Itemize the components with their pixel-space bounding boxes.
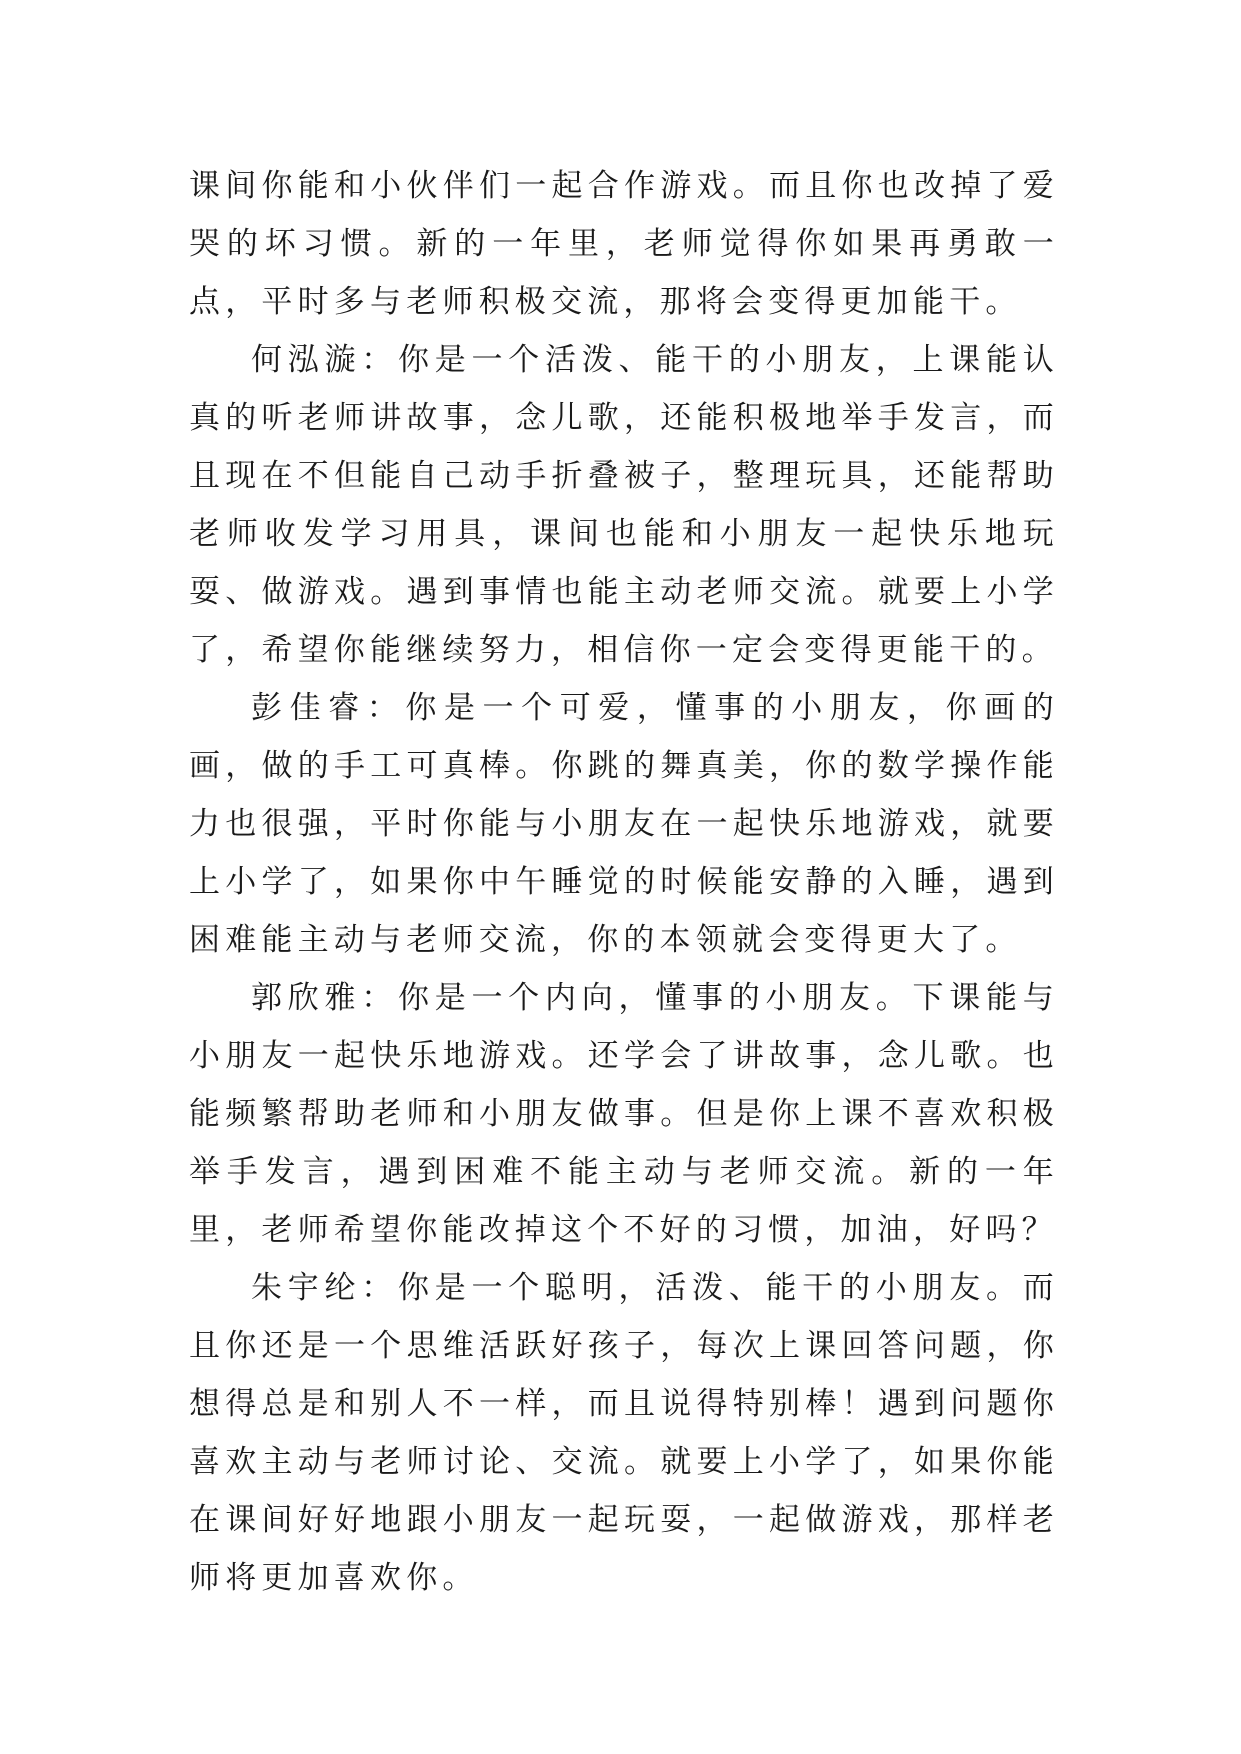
paragraph-guo-xinya: 郭欣雅：你是一个内向，懂事的小朋友。下课能与小朋友一起快乐地游戏。还学会了讲故事，念儿歌。也能频繁帮助老师和小朋友做事。但是你上课不喜欢积极举手发言，遇到困难不能主动与老师交流。新的一年里，老师希望你能改掉这个不好的习惯，加油，好吗？ bbox=[189, 980, 1059, 1248]
paragraph-zhu-yulun: 朱宇纶：你是一个聪明，活泼、能干的小朋友。而且你还是一个思维活跃好孩子，每次上课回答问题，你想得总是和别人不一样，而且说得特别棒！遇到问题你喜欢主动与老师讨论、交流。就要上小学了，如果你能在课间好好地跟小朋友一起玩耍，一起做游戏，那样老师将更加喜欢你。 bbox=[189, 1270, 1059, 1596]
paragraph-continued: 课间你能和小伙伴们一起合作游戏。而且你也改掉了爱哭的坏习惯。新的一年里，老师觉得你如果再勇敢一点，平时多与老师积极交流，那将会变得更加能干。 bbox=[189, 168, 1059, 320]
document-body bbox=[189, 157, 1059, 1607]
paragraph-he-hongxuan: 何泓漩：你是一个活泼、能干的小朋友，上课能认真的听老师讲故事，念儿歌，还能积极地举手发言，而且现在不但能自己动手折叠被子，整理玩具，还能帮助老师收发学习用具，课间也能和小朋友一起快乐地玩耍、做游戏。遇到事情也能主动老师交流。就要上小学了，希望你能继续努力，相信你一定会变得更能干的。 bbox=[189, 342, 1059, 668]
paragraph-peng-jiarui: 彭佳睿：你是一个可爱，懂事的小朋友，你画的画，做的手工可真棒。你跳的舞真美，你的数学操作能力也很强，平时你能与小朋友在一起快乐地游戏，就要上小学了，如果你中午睡觉的时候能安静的入睡，遇到困难能主动与老师交流，你的本领就会变得更大了。 bbox=[189, 690, 1059, 958]
